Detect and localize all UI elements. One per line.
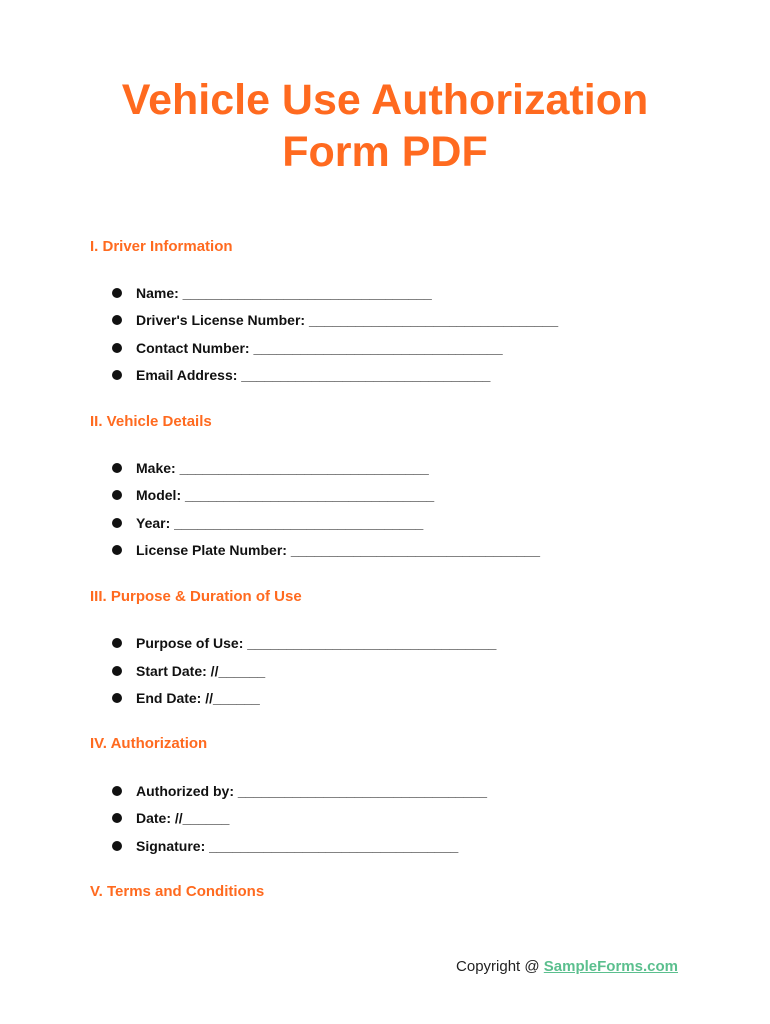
footer-copyright [456,958,678,976]
title-line-2: Form PDF [282,128,488,176]
bullet-icon [112,693,122,703]
field-signature: Signature: ________________________________ [112,837,458,855]
section-heading-terms-and-conditions: V. Terms and Conditions [90,883,265,900]
field-make: Make: ________________________________ [112,459,429,477]
field-name: Name: ________________________________ [112,284,432,302]
section-heading-purpose-duration: III. Purpose & Duration of Use [90,588,302,605]
field-end-date: End Date: //______ [112,689,260,707]
page-title [0,74,770,178]
field-contact-number: Contact Number: ________________________________ [112,339,503,357]
field-model: Model: ________________________________ [112,486,434,504]
section-heading-authorization: IV. Authorization [90,735,208,752]
bullet-icon [112,343,122,353]
section-heading-driver-information: I. Driver Information [90,238,233,255]
field-license-plate-number: License Plate Number: ________________________________ [112,541,540,559]
title-line-1: Vehicle Use Authorization [121,76,649,124]
bullet-icon [112,490,122,500]
bullet-icon [112,813,122,823]
bullet-icon [112,666,122,676]
bullet-icon [112,545,122,555]
field-date: Date: //______ [112,809,229,827]
field-purpose-of-use: Purpose of Use: ________________________________ [112,634,496,652]
section-heading-vehicle-details: II. Vehicle Details [90,413,212,430]
field-email-address: Email Address: ________________________________ [112,366,490,384]
field-start-date: Start Date: //______ [112,662,265,680]
bullet-icon [112,370,122,380]
field-drivers-license-number: Driver's License Number: ________________________________ [112,311,558,329]
field-year: Year: ________________________________ [112,514,423,532]
bullet-icon [112,288,122,298]
bullet-icon [112,786,122,796]
bullet-icon [112,638,122,648]
bullet-icon [112,841,122,851]
copyright-text: Copyright @ [456,958,544,975]
bullet-icon [112,315,122,325]
bullet-icon [112,518,122,528]
bullet-icon [112,463,122,473]
field-authorized-by: Authorized by: ________________________________ [112,782,487,800]
sampleforms-link[interactable]: SampleForms.com [543,958,678,975]
